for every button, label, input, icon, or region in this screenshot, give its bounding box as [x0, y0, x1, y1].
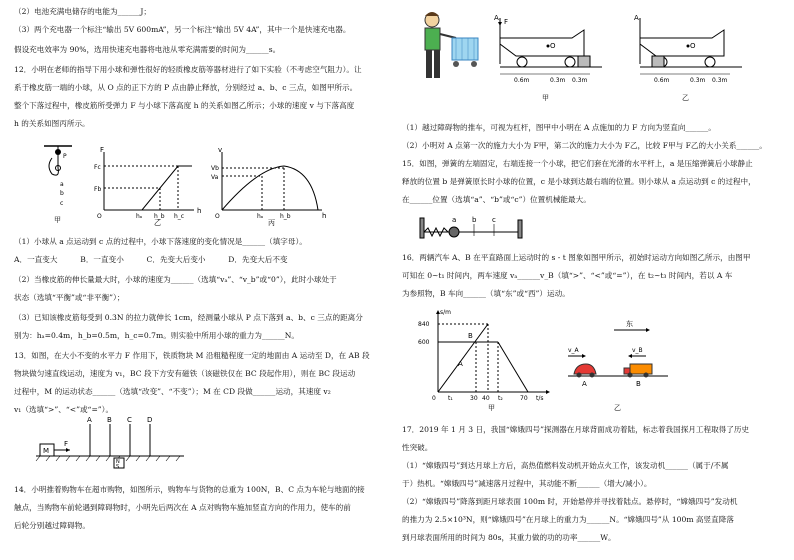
st-line-B: B — [468, 332, 473, 340]
text-line: 可知在 0~t₁ 时间内，两车速度 vₐ______v_B（填“>”、“<”或“=”），在 t₂~t₃ 时间内，若以 A 车 — [402, 271, 733, 280]
st-tick-0: 0 — [432, 395, 436, 402]
text-line: （1）“嫦娥四号”到达月球上方后，高热值燃料发动机开始点火工作，该发动机______（属于/不属 — [402, 461, 729, 470]
label-jia: 甲 — [54, 216, 61, 224]
cart-point-O: O — [550, 42, 556, 50]
point-A: A — [87, 416, 92, 424]
dist-1: 0.6m — [654, 77, 670, 84]
cart-jia — [494, 14, 602, 102]
block-M: M — [43, 447, 50, 455]
block-figure — [34, 414, 194, 470]
text-line: 后轮分别越过障碍物。 — [14, 521, 90, 530]
label-c: c — [60, 200, 64, 207]
tick-Vb: Vb — [211, 165, 219, 172]
st-tick-t2: t₂ — [498, 395, 503, 402]
car-B: B — [636, 380, 641, 388]
tick-hb: h_b — [280, 213, 291, 220]
car-A: A — [582, 380, 587, 388]
tick-Fb: Fb — [94, 186, 102, 193]
label-yi: 乙 — [154, 219, 161, 226]
options-line: A．一直变大 B．一直变小 C．先变大后变小 D．先变大后不变 — [14, 255, 288, 264]
text-line: 的推力为 2.5×10³N，则“嫦娥四号”在月球上的重力为______N。“嫦娥四号”从 100m 高竖直降落 — [402, 515, 734, 524]
question-14: 14．小明推着购物车在超市购物，如图所示，购物车与货物的总重为 100N，B、C 点为车轮与地面的接 — [14, 485, 365, 494]
cars-figure — [568, 319, 668, 412]
text-line: 系于橡皮筋一端的小球，从 O 点的正下方的 P 点由静止释放，分别经过 a、b、c 三点，如图甲所示。 — [14, 83, 358, 92]
spring-figure — [418, 212, 528, 242]
text-line: 整个下落过程中，橡皮筋所受弹力 F 与小球下落高度 h 的关系如图乙所示；小球的速度 v 与下落高度 — [14, 101, 355, 110]
dist-2: 0.3m — [550, 77, 566, 84]
direction-east: 东 — [626, 320, 633, 328]
st-line-A: A — [458, 360, 463, 368]
figure-jia — [44, 146, 72, 224]
tick-hb: h_b — [154, 213, 165, 220]
point-D: D — [147, 416, 153, 424]
text-line: 在______位置（选填“a”、“b”或“c”）位置机械能最大。 — [402, 195, 591, 204]
spring-point-c: c — [492, 216, 496, 224]
cart-lever-figure — [492, 4, 782, 108]
st-tick-840: 840 — [418, 321, 430, 328]
text-line: 假设充电效率为 90%，选用快速充电器将电池从零充满需要的时间为______s。 — [14, 45, 281, 54]
axis-F: F — [100, 146, 105, 154]
cars-label-yi: 乙 — [614, 404, 621, 412]
st-tick-30: 30 — [470, 395, 478, 402]
cart-yi — [634, 14, 742, 102]
label-a: a — [60, 181, 64, 188]
st-graph — [418, 309, 550, 412]
st-label-jia: 甲 — [488, 404, 495, 412]
st-axis-s: s/m — [440, 309, 451, 316]
text-line: v₁（选填“>”、“<”或“=”）。 — [14, 405, 114, 414]
text-line: （1）越过障碍物的推车，可视为杠杆，图甲中小明在 A 点施加的力 F 方向为竖直向______。 — [402, 123, 716, 132]
origin-O: O — [97, 213, 102, 220]
v-h-graph — [211, 146, 326, 226]
st-tick-40: 40 — [482, 395, 490, 402]
spring-point-b: b — [472, 216, 477, 224]
st-axis-t: t/s — [536, 395, 544, 402]
st-tick-600: 600 — [418, 339, 430, 346]
text-line: 于）热机。“嫦娥四号”减速落月过程中，其动能不断______（增大/减小）。 — [402, 479, 652, 488]
question-17: 17．2019 年 1 月 3 日，我国“嫦娥四号”探测器在月球背面成功着陆，标志着我国探月工程取得了历史 — [402, 425, 750, 434]
cart-point-O: O — [690, 42, 696, 50]
cart-label-jia: 甲 — [542, 94, 549, 102]
origin-O: O — [215, 213, 220, 220]
tick-Fc: Fc — [94, 164, 101, 171]
tick-ha: hₐ — [136, 213, 143, 220]
text-line: （2）“嫦娥四号”降落到距月球表面 100m 时，开始悬停并寻找着陆点。悬停时，“嫦娥四号”发动机 — [402, 497, 738, 506]
cart-point-A: A — [494, 14, 499, 22]
text-line: 状态（选填“平衡”或“非平衡”）； — [14, 293, 125, 302]
point-C: C — [127, 416, 132, 424]
question-12: 12．小明在老师的指导下用小球和弹性很好的轻质橡皮筋等器材进行了如下实验（不考虑空气阻力）。让 — [14, 65, 362, 74]
force-F: F — [64, 440, 69, 448]
text-line: 到月球表面所用的时间为 80s，其重力做的功的功率______W。 — [402, 533, 616, 542]
st-graph-figure — [418, 306, 678, 412]
person-with-cart-figure — [416, 8, 482, 88]
tick-ha: hₐ — [257, 213, 264, 220]
st-tick-70: 70 — [520, 395, 528, 402]
question-16: 16．两辆汽车 A、B 在平直路面上运动时的 s - t 图象如图甲所示，初始时运动方向如图乙所示，由图甲 — [402, 253, 751, 262]
text-line: h 的关系如图丙所示。 — [14, 119, 90, 128]
rubber-band-figure — [42, 138, 332, 226]
text-line: 触点，当购物车前轮遇到障碍物时，小明先后两次在 A 点对购物车施加竖直方向的作用力，使车的前 — [14, 503, 351, 512]
cart-point-A: A — [634, 14, 639, 22]
text-line: （3）两个充电器一个标注“输出 5V 600mA”，另一个标注“输出 5V 4A”，其中一个是快速充电器。 — [14, 25, 351, 34]
magnet-N: N — [116, 459, 120, 465]
text-line: 为参照物，B 车向______（填“东”或“西”）运动。 — [402, 289, 570, 298]
st-tick-t1: t₁ — [448, 395, 453, 402]
label-P: P — [63, 153, 67, 160]
dist-2: 0.3m — [690, 77, 706, 84]
text-line: （2）当橡皮筋的伸长量最大时，小球的速度为______（选填“vₐ”、“v_b”或“0”），此时小球处于 — [14, 275, 337, 284]
text-line: 过程中，M 的运动状态______（选填“改变”、“不变”）；M 在 CD 段做______运动，其速度 v₂ — [14, 387, 331, 396]
tick-hc: h_c — [174, 213, 185, 220]
question-15: 15．如图，弹簧的左端固定，右端连接一个小球，把它们套在光滑的水平杆上，a 是压缩弹簧后小球静止 — [402, 159, 753, 168]
cart-force-F: F — [504, 18, 509, 26]
label-bing: 丙 — [268, 219, 275, 226]
dist-3: 0.3m — [712, 77, 728, 84]
text-line: （2）小明对 A 点第一次的施力大小为 F甲，第二次的施力大小为 F乙，比较 F甲与 F乙的大小关系______。 — [402, 141, 767, 150]
f-h-graph — [94, 146, 201, 226]
velocity-vA: v_A — [568, 347, 579, 354]
spring-point-a: a — [452, 216, 457, 224]
text-line: （2）电池充满电储存的电能为______J； — [14, 7, 151, 16]
label-b: b — [60, 190, 64, 197]
dist-1: 0.6m — [514, 77, 530, 84]
text-line: （1）小球从 a 点运动到 c 点的过程中，小球下落速度的变化情况是______（填字母）。 — [14, 237, 307, 246]
magnet-S: S — [116, 464, 120, 470]
tick-Va: Va — [211, 174, 219, 181]
question-13: 13．如图，在大小不变的水平力 F 作用下，铁质物块 M 沿粗糙程度一定的地面由 A 运动至 D，在 AB 段 — [14, 351, 370, 360]
text-line: 释放的位置 b 是弹簧原长时小球的位置，c 是小球到达最右端的位置。则小球从 a 点运动到 c 的过程中， — [402, 177, 756, 186]
velocity-vB: v_B — [632, 347, 643, 354]
text-line: 别为：hₐ=0.4m，h_b=0.5m，h_c=0.7m。则实验中所用小球的重力为______N。 — [14, 331, 299, 340]
text-line: 性突破。 — [402, 443, 433, 452]
cart-label-yi: 乙 — [682, 94, 689, 102]
text-line: （3）已知该橡皮筋每受到 0.3N 的拉力就伸长 1cm，经测量小球从 P 点下落到 a、b、c 三点的距离分 — [14, 313, 363, 322]
axis-v: v — [218, 146, 223, 154]
axis-h: h — [322, 212, 327, 220]
axis-h: h — [197, 207, 202, 215]
text-line: 物块做匀速直线运动，速度为 v₁，BC 段下方安有磁铁（该磁铁仅在 BC 段起作用），则在 BC 段运动 — [14, 369, 356, 378]
dist-3: 0.3m — [572, 77, 588, 84]
point-B: B — [107, 416, 112, 424]
